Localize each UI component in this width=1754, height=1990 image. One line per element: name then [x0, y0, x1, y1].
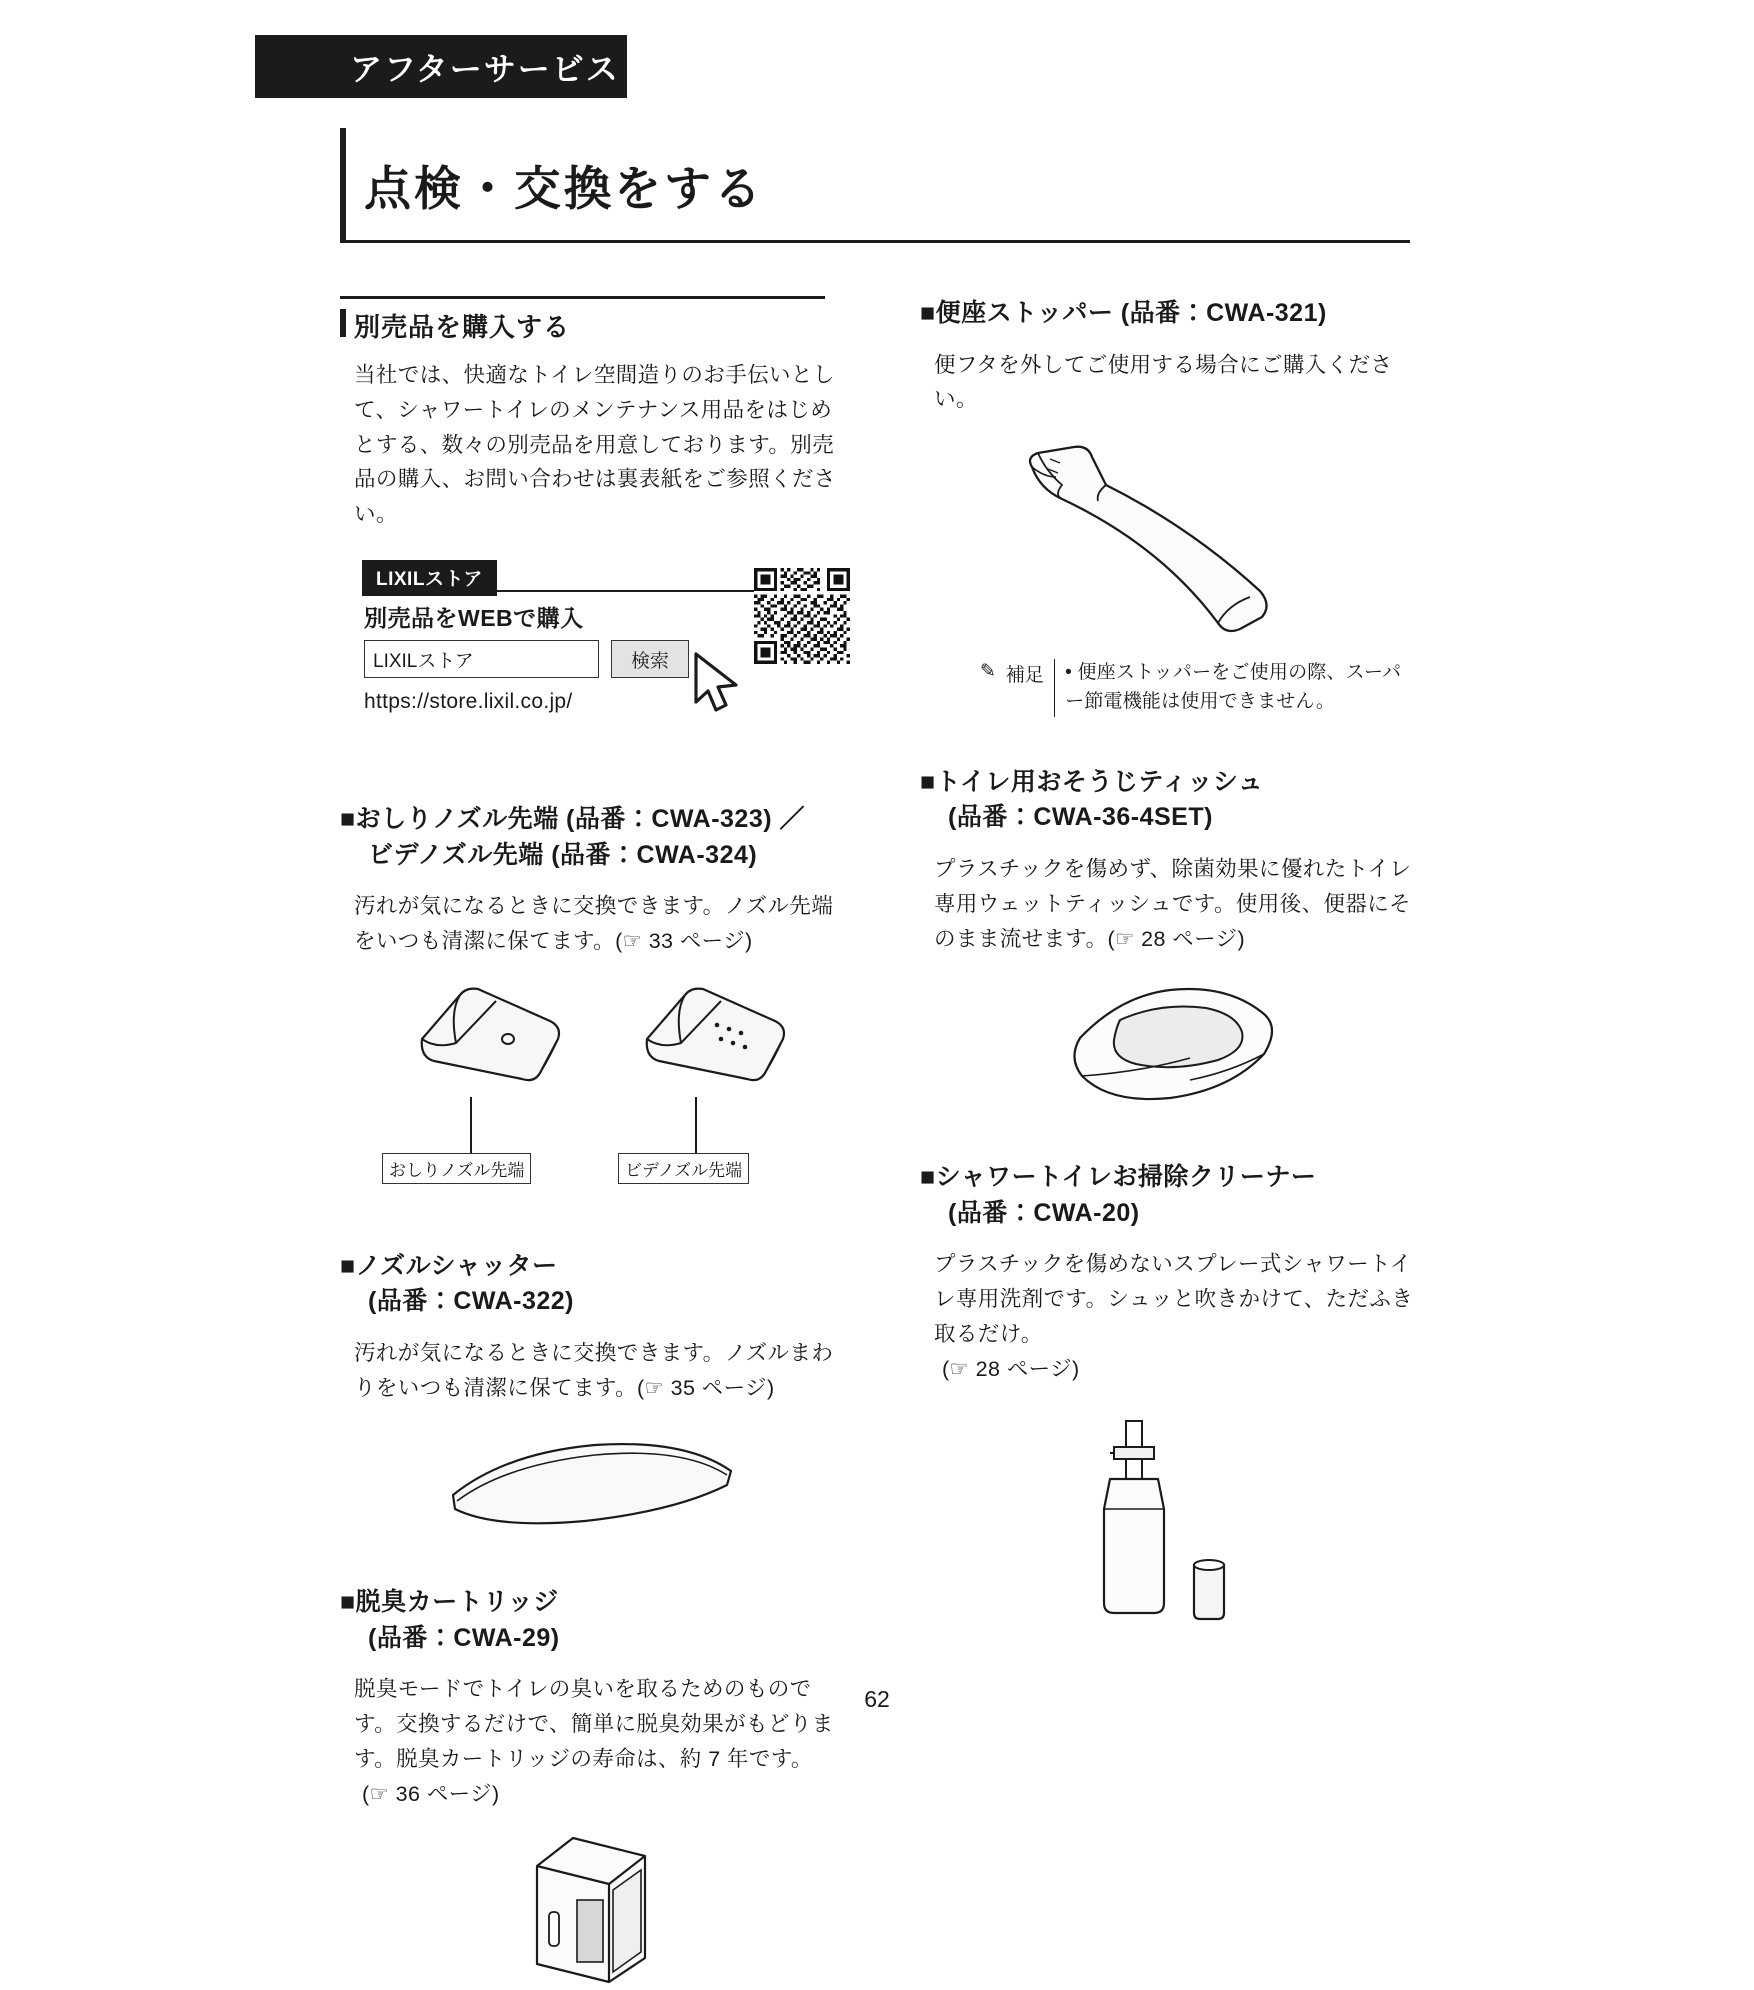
product-body-ref: (☞ 28 ページ) [942, 1356, 1080, 1381]
section-paragraph: 当社では、快適なトイレ空間造りのお手伝いとして、シャワートイレのメンテナンス用品をはじめとする、数々の別売品を用意しております。別売品の購入、お問い合わせは裏表紙をご参照ください。 [354, 363, 836, 527]
note-text: • 便座ストッパーをご使用の際、スーパー節電機能は使用できません。 [1065, 662, 1402, 713]
product-nozzle-shutter [340, 1249, 840, 1540]
product-heading-line1: ■脱臭カートリッジ [340, 1588, 559, 1617]
search-button[interactable]: 検索 [611, 640, 689, 678]
caption-left-wrap [382, 1153, 531, 1184]
lixil-store-box [362, 560, 832, 714]
spray-cleaner-illustration [1070, 1413, 1270, 1643]
product-heading-line2: (品番：CWA-322) [368, 1287, 575, 1316]
page-title-block [340, 128, 1410, 243]
product-heading [340, 802, 840, 873]
store-search-row [364, 640, 689, 678]
section-top-rule [340, 296, 825, 299]
title-bottom-rule [340, 240, 1410, 243]
note-divider [1054, 659, 1055, 717]
product-heading-line1: ■トイレ用おそうじティッシュ [920, 767, 1264, 796]
note-label: 補足 [1005, 665, 1044, 687]
product-heading-line2: (品番：CWA-20) [948, 1198, 1140, 1227]
seat-stopper-illustration [1010, 441, 1330, 641]
product-spray-cleaner [920, 1160, 1420, 1642]
product-body: 汚れが気になるときに交換できます。ノズル先端をいつも清潔に保てます。(☞ 33 ページ) [354, 894, 834, 953]
qr-code-icon [754, 568, 850, 664]
product-seat-stopper [920, 296, 1420, 717]
section-tab-label: アフターサービス [255, 35, 627, 98]
product-body: 汚れが気になるときに交換できます。ノズルまわりをいつも清潔に保てます。(☞ 35 ページ) [354, 1340, 834, 1400]
product-body-ref: (☞ 36 ページ) [362, 1781, 500, 1806]
right-column [920, 296, 1420, 1643]
store-tag: LIXILストア [362, 560, 497, 596]
caption-right-wrap [618, 1153, 749, 1184]
product-heading-line2: (品番：CWA-36-4SET) [948, 803, 1213, 832]
product-heading [920, 765, 1420, 836]
nozzle-tips-figure [340, 977, 840, 1227]
product-body: プラスチックを傷めないスプレー式シャワートイレ専用洗剤です。シュッと吹きかけて、ただふき取るだけ。 [934, 1252, 1414, 1347]
deodorizing-cartridge-illustration [515, 1830, 665, 1990]
product-heading: ■便座ストッパー (品番：CWA-321) [920, 299, 1327, 327]
page-title: 点検・交換をする [364, 162, 764, 215]
leader-line-right [695, 1097, 697, 1159]
leader-line-left [470, 1097, 472, 1159]
product-heading [340, 1585, 840, 1656]
pencil-icon: ✎ [980, 661, 996, 683]
search-input[interactable] [364, 640, 599, 678]
product-heading-line1: ■ノズルシャッター [340, 1251, 558, 1280]
product-body: プラスチックを傷めず、除菌効果に優れたトイレ専用ウェットティッシュです。使用後、便器にそのまま流せます。(☞ 28 ページ) [934, 856, 1412, 951]
oshiri-nozzle-illustration [400, 977, 580, 1117]
title-left-rule [340, 128, 346, 240]
product-heading [920, 1160, 1420, 1231]
section-heading: 別売品を購入する [340, 307, 840, 344]
page-number: 62 [864, 1686, 890, 1712]
product-body: 脱臭モードでトイレの臭いを取るためのものです。交換するだけで、簡単に脱臭効果がもどります。脱臭カートリッジの寿命は、約 7 年です。 [354, 1677, 834, 1772]
product-heading [340, 1249, 840, 1320]
left-column [340, 296, 840, 1990]
bide-nozzle-illustration [625, 977, 805, 1117]
store-url[interactable]: https://store.lixil.co.jp/ [364, 690, 573, 714]
product-deodorizing-cartridge [340, 1585, 840, 1989]
cleaning-tissue-illustration [1050, 980, 1290, 1110]
store-subtitle: 別売品をWEBで購入 [364, 605, 584, 632]
nozzle-shutter-illustration [435, 1429, 745, 1539]
product-heading-line2: (品番：CWA-29) [368, 1623, 560, 1652]
product-heading-line2: ビデノズル先端 (品番：CWA-324) [368, 840, 758, 869]
product-heading-line1: ■おしりノズル先端 (品番：CWA-323) ／ [340, 805, 806, 834]
mouse-cursor-icon [692, 652, 748, 716]
caption-bide-nozzle: ビデノズル先端 [618, 1153, 749, 1184]
product-heading-line1: ■シャワートイレお掃除クリーナー [920, 1163, 1317, 1192]
supplement-note [980, 659, 1420, 717]
product-nozzle-tips [340, 802, 840, 1227]
product-body: 便フタを外してご使用する場合にご購入ください。 [934, 352, 1393, 412]
caption-oshiri-nozzle: おしりノズル先端 [382, 1153, 531, 1184]
product-cleaning-tissue [920, 765, 1420, 1110]
